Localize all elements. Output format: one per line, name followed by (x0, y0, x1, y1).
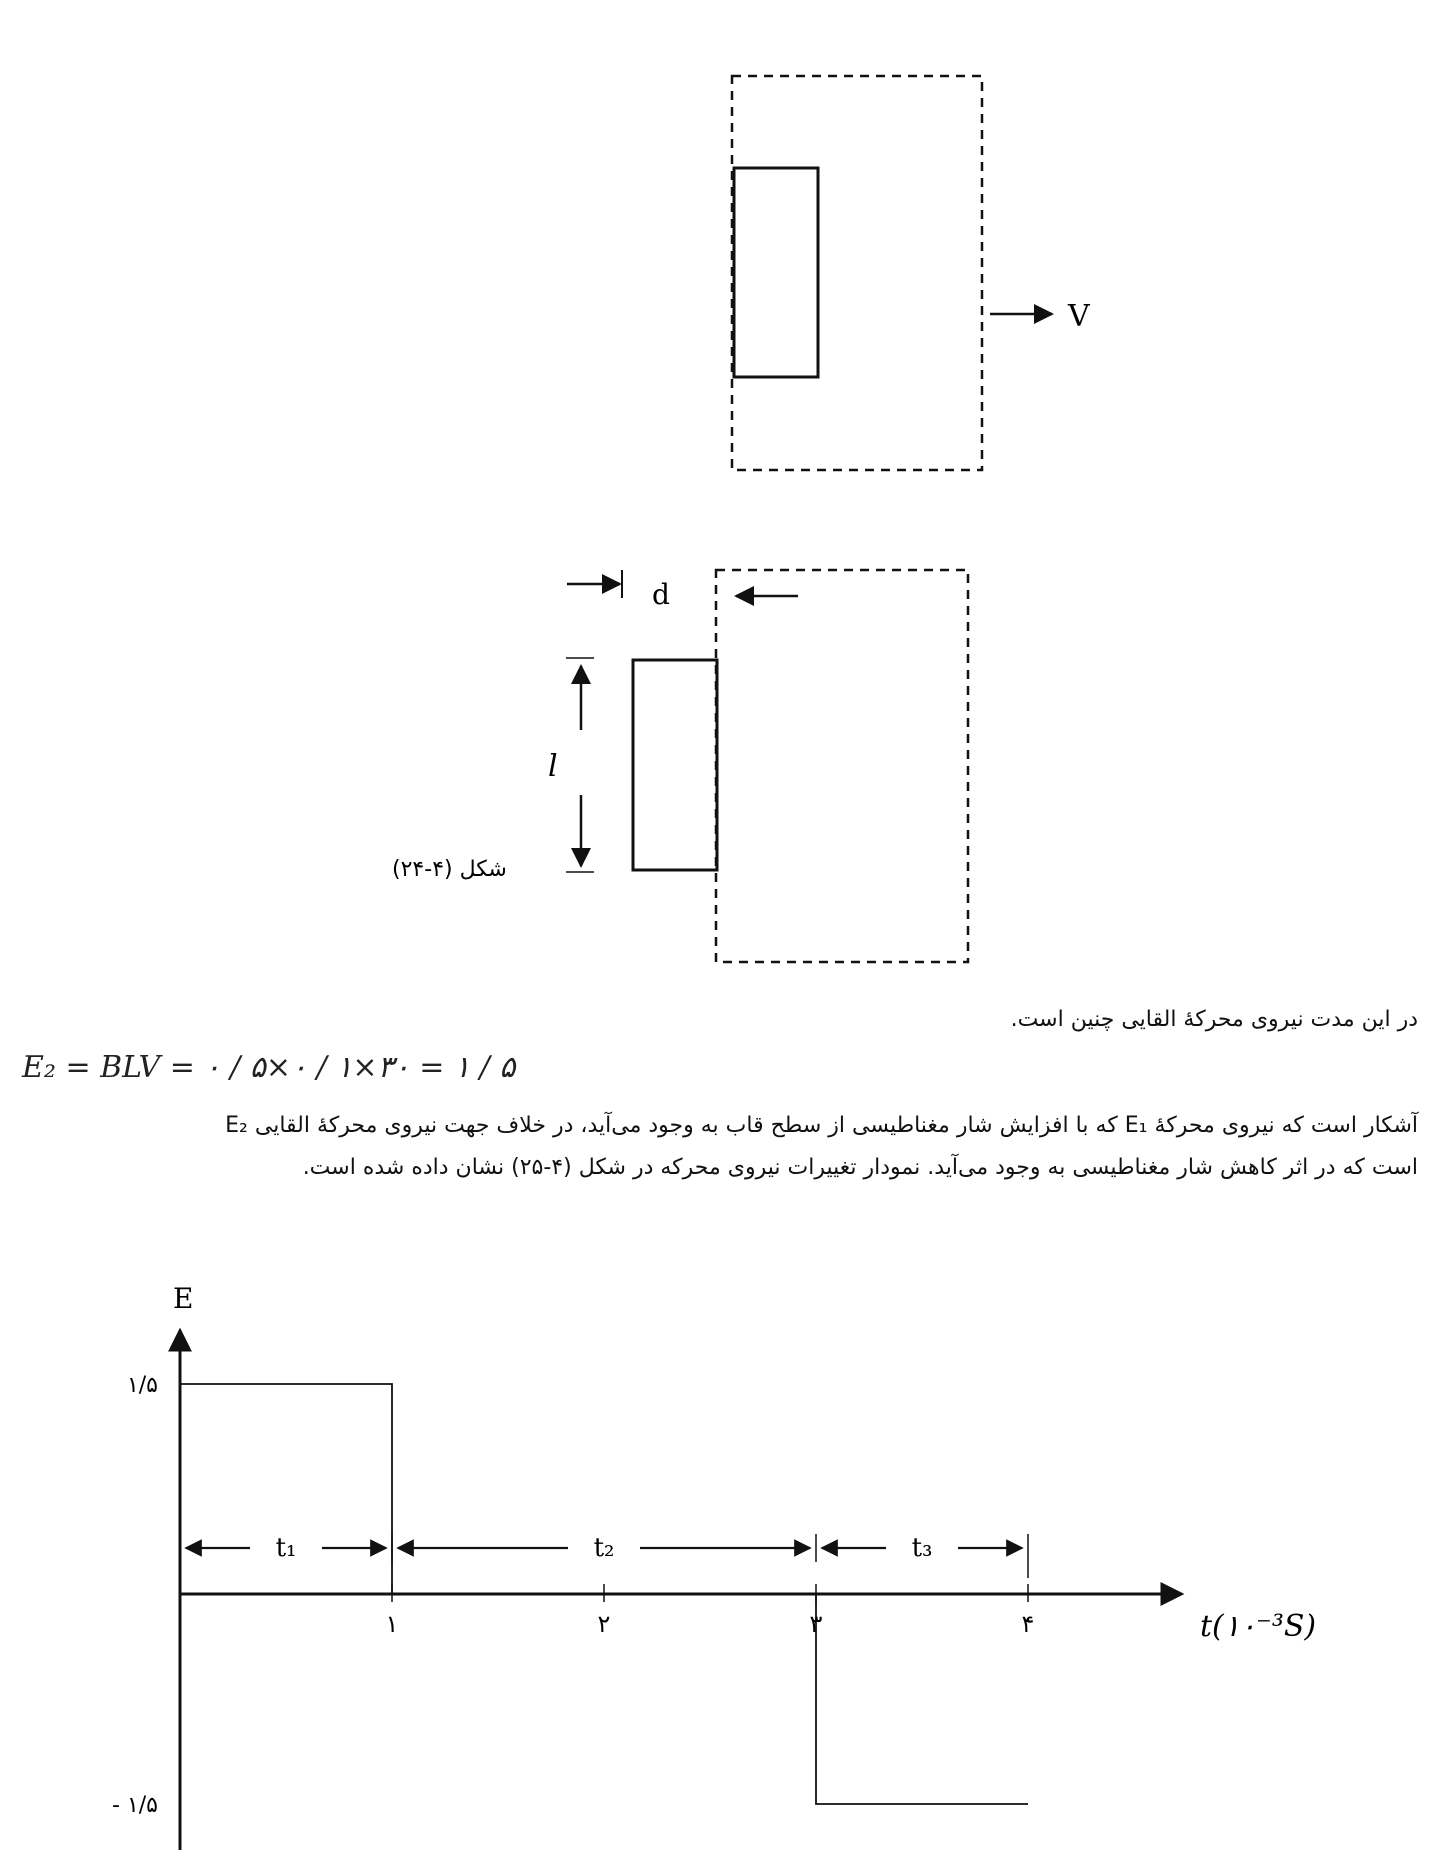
interval-markers (186, 1533, 1028, 1578)
equation-e2: E₂ = BLV = ۰ / ۵×۰ / ۱×۳۰ = ۱ / ۵ (22, 1050, 516, 1085)
figure-coil-moving (732, 76, 1091, 470)
x-tick-label: ۲ (597, 1610, 611, 1638)
y-axis-label: E (173, 1282, 194, 1315)
x-tick-label: ۱ (385, 1610, 399, 1638)
paragraph-line-2: است که در اثر کاهش شار مغناطیسی به وجود می‌آید. نمودار تغییرات نیروی محرکه در شکل (۴-۲۵) نشان داده شده است. (302, 1155, 1418, 1180)
text-line-emf-intro: در این مدت نیروی محرکهٔ القایی چنین است. (1010, 1007, 1418, 1032)
y-ticks (112, 1373, 158, 1818)
figure-coil-dimensions (392, 570, 968, 962)
interval-label: t₁ (275, 1533, 297, 1563)
field-region-top (732, 76, 982, 470)
d-label: d (652, 578, 670, 611)
paragraph-line-1: آشکار است که نیروی محرکهٔ E₁ که با افزایش شار مغناطیسی از سطح قاب به وجود می‌آید، در خلاف جهت نیروی محرکهٔ القایی E₂ (225, 1113, 1418, 1138)
figure-24-caption: شکل (۴-۲۴) (392, 857, 507, 882)
y-tick-label: ۱/۵ (126, 1373, 158, 1398)
interval-label: t₃ (911, 1533, 933, 1563)
coil-loop-top (734, 168, 818, 377)
interval-label: t₂ (593, 1533, 615, 1563)
l-label: l (548, 749, 558, 784)
velocity-label: V (1068, 299, 1090, 334)
coil-loop-bottom (633, 660, 717, 870)
field-region-bottom (716, 570, 968, 962)
x-axis-label: t(۱۰⁻³S) (1200, 1609, 1317, 1644)
x-tick-label: ۳ (809, 1610, 823, 1638)
x-ticks (386, 1584, 1035, 1638)
x-tick-label: ۴ (1021, 1610, 1035, 1638)
emf-chart (112, 1282, 1316, 1850)
y-tick-label: - ۱/۵ (112, 1793, 158, 1818)
